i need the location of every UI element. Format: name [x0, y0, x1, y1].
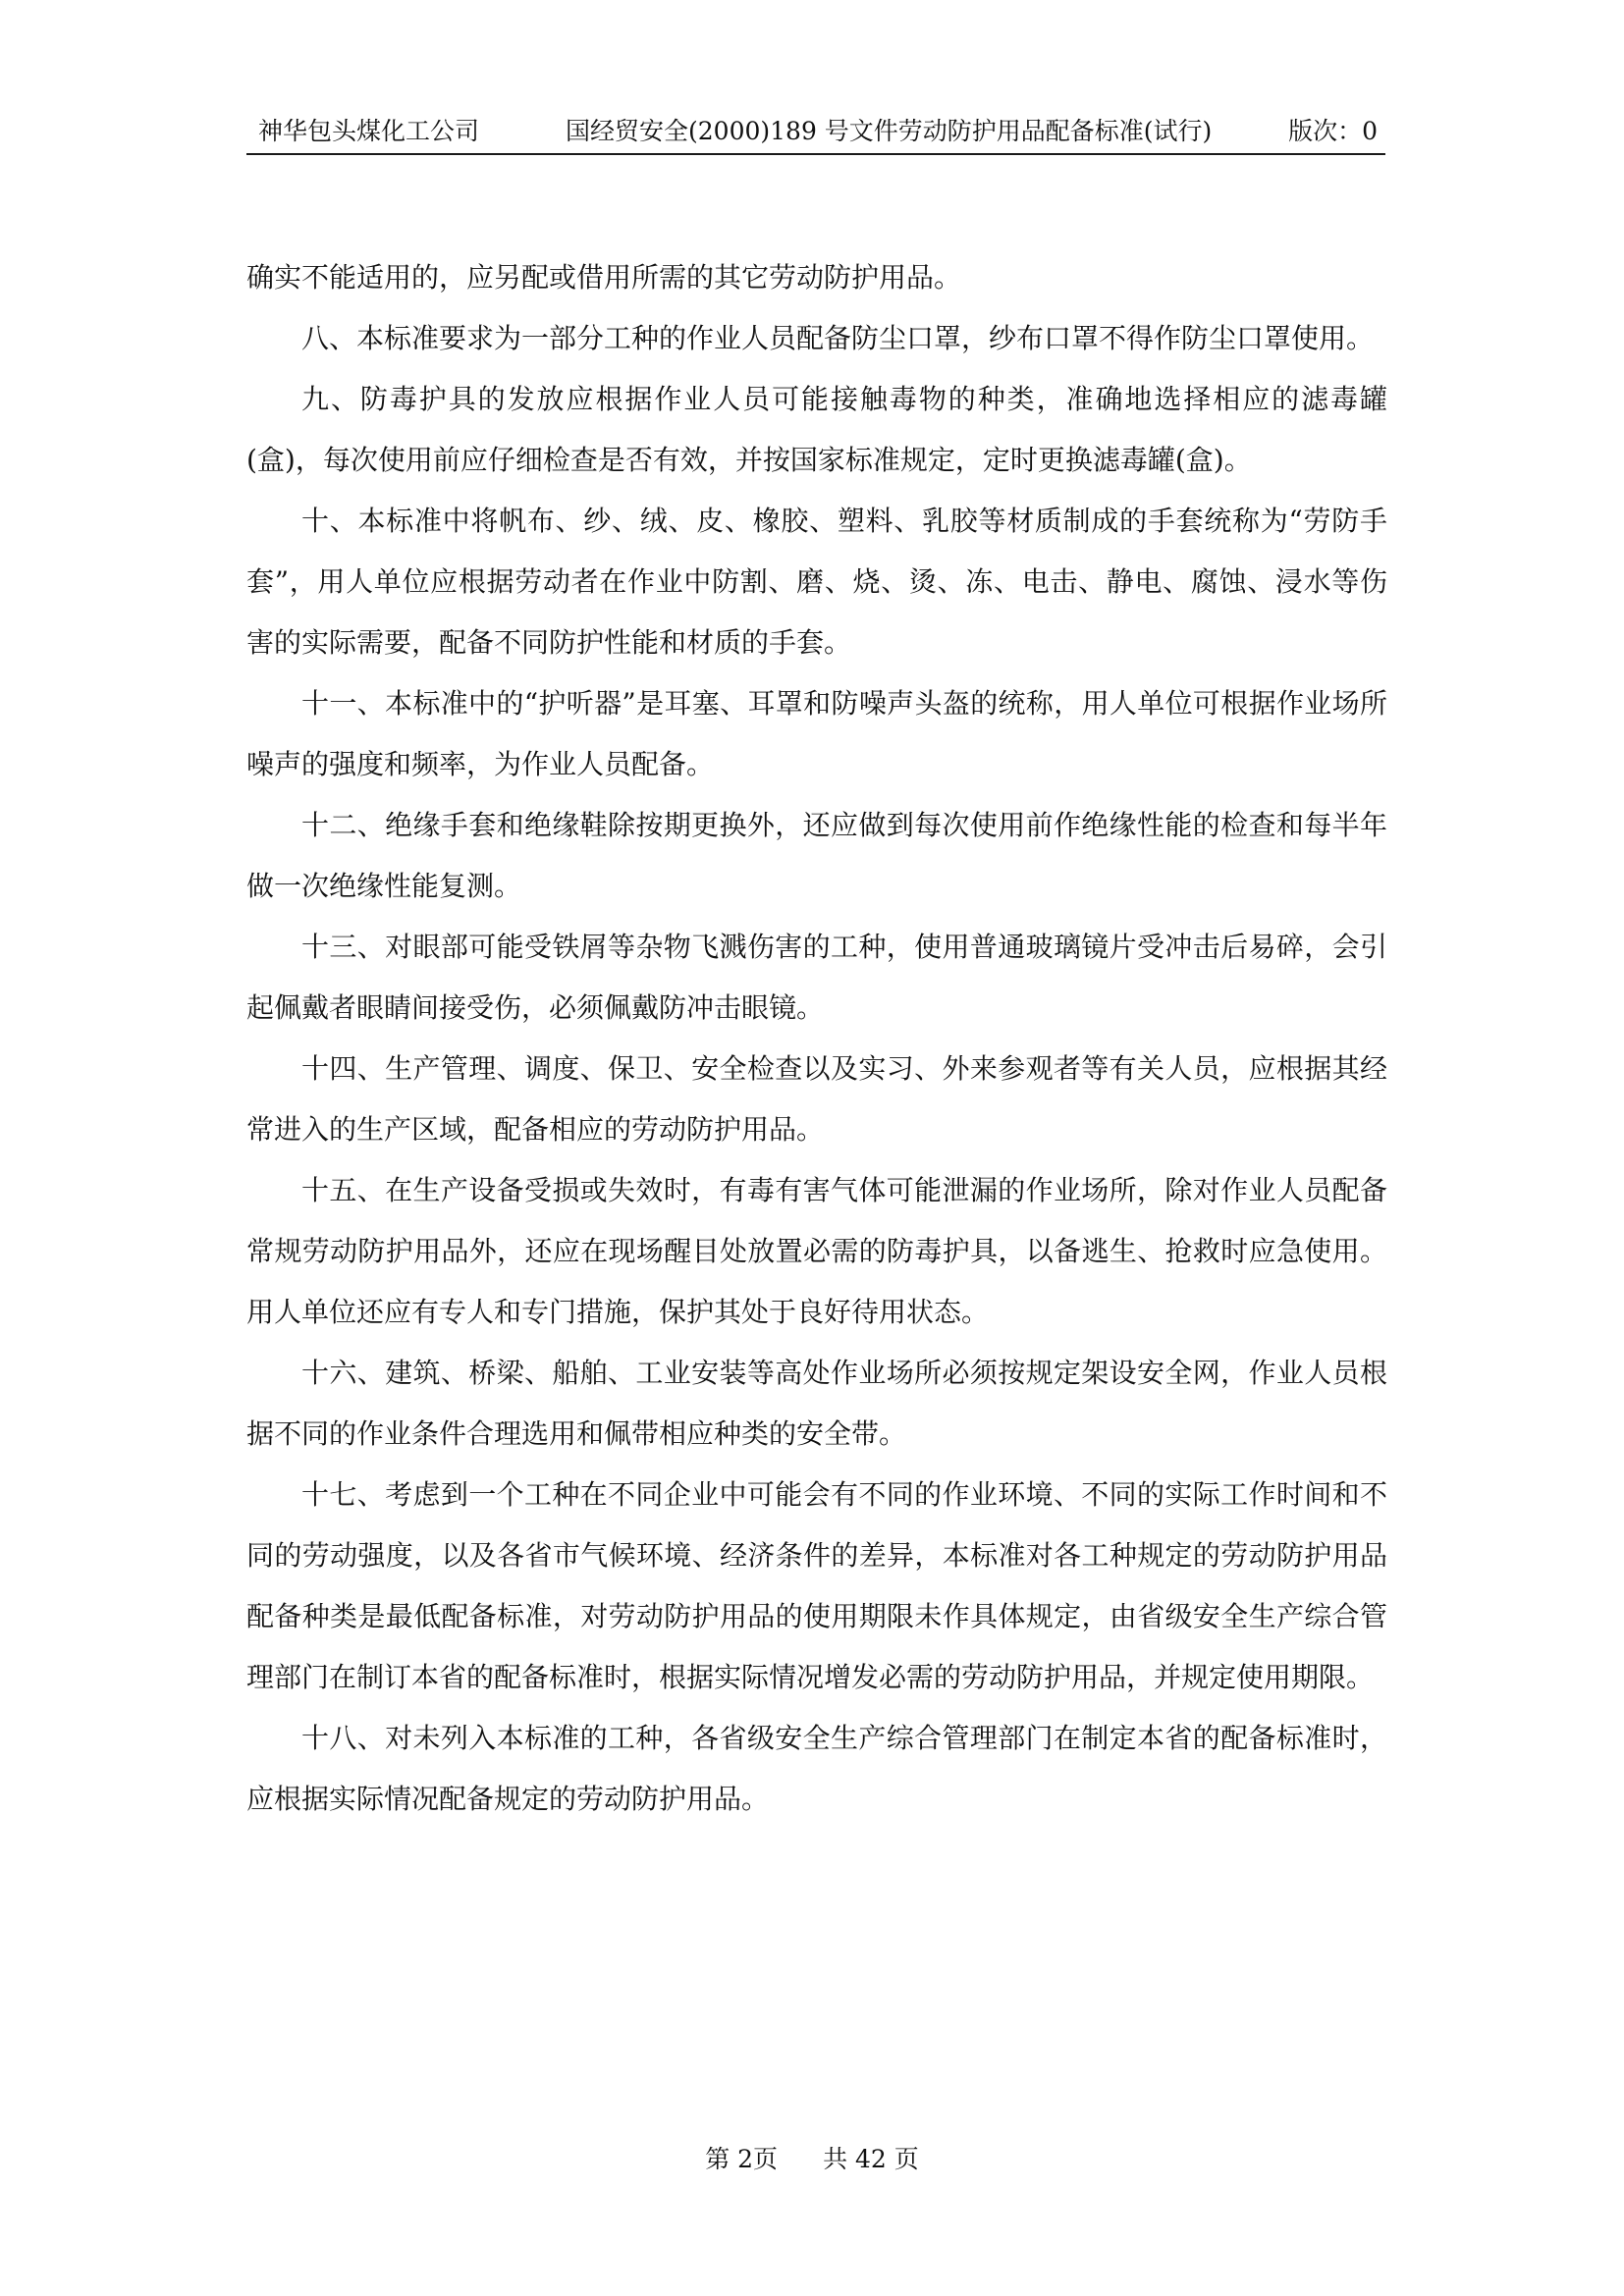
- page-footer: [0, 2142, 1624, 2177]
- paragraph-16: 十六、建筑、桥梁、船舶、工业安装等高处作业场所必须按规定架设安全网，作业人员根据不同的作业条件合理选用和佩带相应种类的安全带。: [246, 1357, 1387, 1450]
- paragraph-13: 十三、对眼部可能受铁屑等杂物飞溅伤害的工种，使用普通玻璃镜片受冲击后易碎，会引起佩戴者眼睛间接受伤，必须佩戴防冲击眼镜。: [246, 931, 1387, 1024]
- page-total: 共 42 页: [823, 2145, 919, 2173]
- paragraph-14: 十四、生产管理、调度、保卫、安全检查以及实习、外来参观者等有关人员，应根据其经常进入的生产区域，配备相应的劳动防护用品。: [246, 1052, 1387, 1146]
- document-body: [246, 247, 1387, 1830]
- paragraph-17: 十七、考虑到一个工种在不同企业中可能会有不同的作业环境、不同的实际工作时间和不同的劳动强度，以及各省市气候环境、经济条件的差异，本标准对各工种规定的劳动防护用品配备种类是最低配备标准，对劳动防护用品的使用期限未作具体规定，由省级安全生产综合管理部门在制订本省的配备标准时，根据实际情况增发必需的劳动防护用品，并规定使用期限。: [246, 1478, 1387, 1693]
- paragraph-10: 十、本标准中将帆布、纱、绒、皮、橡胶、塑料、乳胶等材质制成的手套统称为“劳防手套”，用人单位应根据劳动者在作业中防割、磨、烧、烫、冻、电击、静电、腐蚀、浸水等伤害的实际需要，配备不同防护性能和材质的手套。: [246, 505, 1387, 659]
- paragraph-11: 十一、本标准中的“护听器”是耳塞、耳罩和防噪声头盔的统称，用人单位可根据作业场所噪声的强度和频率，为作业人员配备。: [246, 687, 1387, 780]
- paragraph-18: 十八、对未列入本标准的工种，各省级安全生产综合管理部门在制定本省的配备标准时，应根据实际情况配备规定的劳动防护用品。: [246, 1722, 1387, 1815]
- header-company-name: 神华包头煤化工公司: [258, 117, 480, 145]
- paragraph-8: 八、本标准要求为一部分工种的作业人员配备防尘口罩，纱布口罩不得作防尘口罩使用。: [301, 322, 1375, 354]
- page-header: [246, 114, 1385, 155]
- continuation-paragraph: 确实不能适用的，应另配或借用所需的其它劳动防护用品。: [246, 261, 962, 294]
- header-document-title: 国经贸安全(2000)189 号文件劳动防护用品配备标准(试行): [566, 117, 1213, 145]
- paragraph-9: 九、防毒护具的发放应根据作业人员可能接触毒物的种类，准确地选择相应的滤毒罐(盒)，每次使用前应仔细检查是否有效，并按国家标准规定，定时更换滤毒罐(盒)。: [246, 383, 1387, 476]
- header-version: 版次：0: [1288, 117, 1378, 145]
- page-number: 第 2页: [705, 2145, 779, 2173]
- paragraph-12: 十二、绝缘手套和绝缘鞋除按期更换外，还应做到每次使用前作绝缘性能的检查和每半年做一次绝缘性能复测。: [246, 809, 1387, 902]
- paragraph-15: 十五、在生产设备受损或失效时，有毒有害气体可能泄漏的作业场所，除对作业人员配备常规劳动防护用品外，还应在现场醒目处放置必需的防毒护具，以备逃生、抢救时应急使用。用人单位还应有专人和专门措施，保护其处于良好待用状态。: [246, 1174, 1387, 1328]
